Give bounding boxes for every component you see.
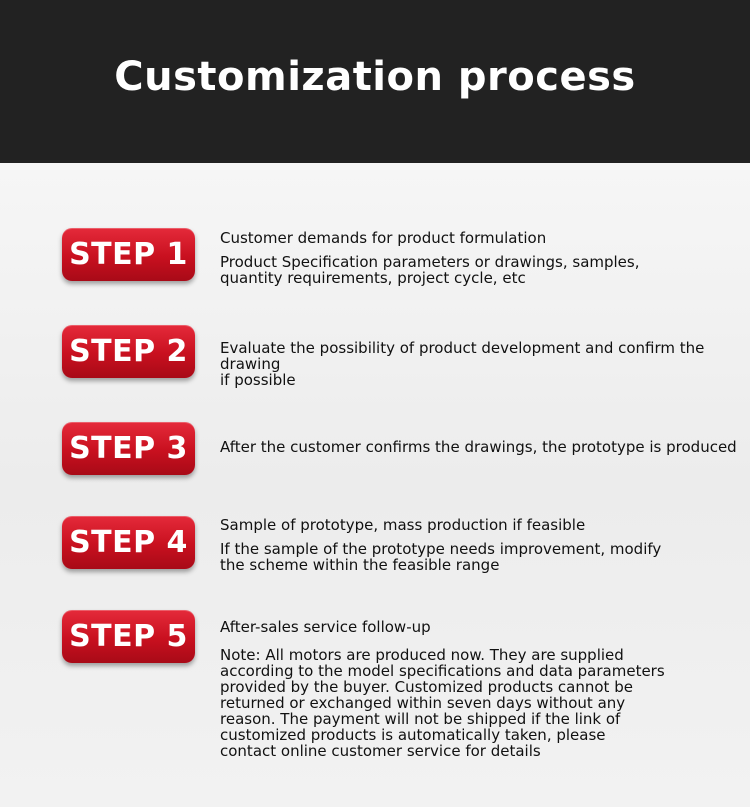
step-5-desc-line: provided by the buyer. Customized products cannot be xyxy=(220,678,633,696)
step-5-desc xyxy=(220,647,742,759)
step-4-desc-line: If the sample of the prototype needs improvement, modify xyxy=(220,540,662,558)
step-4-badge: STEP 4 xyxy=(62,516,195,569)
step-1-badge: STEP 1 xyxy=(62,228,195,281)
step-5-desc-line: reason. The payment will not be shipped if the link of xyxy=(220,710,621,728)
step-1-desc-line: Product Specification parameters or drawings, samples, xyxy=(220,253,640,271)
step-5-badge: STEP 5 xyxy=(62,610,195,663)
step-5-desc-line: returned or exchanged within seven days without any xyxy=(220,694,626,712)
step-4-title: Sample of prototype, mass production if feasible xyxy=(220,516,586,534)
step-1-desc xyxy=(220,254,742,286)
step-3-badge: STEP 3 xyxy=(62,422,195,475)
step-5-desc-line: according to the model specifications and data parameters xyxy=(220,662,665,680)
step-3-text xyxy=(220,439,742,455)
steps-panel xyxy=(0,163,750,807)
page-title: Customization process xyxy=(114,53,636,100)
step-4-text xyxy=(220,517,742,573)
step-1-text xyxy=(220,230,742,286)
step-4-desc-line: the scheme within the feasible range xyxy=(220,556,500,574)
step-2-title-line: if possible xyxy=(220,371,296,389)
step-4-desc xyxy=(220,541,742,573)
step-5-desc-line: Note: All motors are produced now. They are supplied xyxy=(220,646,624,664)
step-1-desc-line: quantity requirements, project cycle, etc xyxy=(220,269,526,287)
step-2-badge: STEP 2 xyxy=(62,325,195,378)
step-5-text xyxy=(220,619,742,759)
step-5-desc-line: contact online customer service for details xyxy=(220,742,541,760)
step-1-title: Customer demands for product formulation xyxy=(220,229,547,247)
step-5-title: After-sales service follow-up xyxy=(220,618,431,636)
step-3-title: After the customer confirms the drawings, the prototype is produced xyxy=(220,438,737,456)
step-5-desc-line: customized products is automatically taken, please xyxy=(220,726,606,744)
step-2-title-line: Evaluate the possibility of product development and confirm the drawing xyxy=(220,339,705,373)
step-2-text xyxy=(220,340,742,388)
header-banner xyxy=(0,0,750,163)
